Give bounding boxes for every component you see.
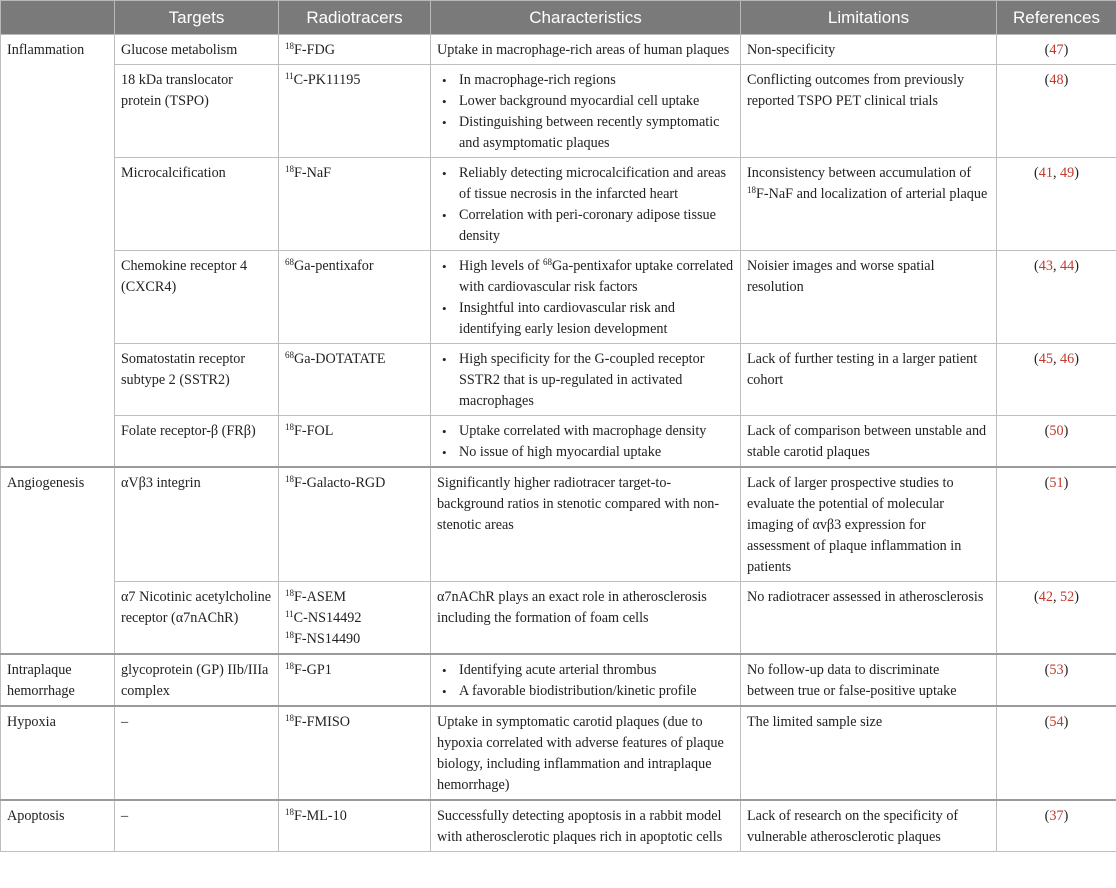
target-label: – bbox=[121, 714, 129, 730]
target-label: Somatostatin receptor subtype 2 (SSTR2) bbox=[121, 351, 246, 388]
radiotracer-name: F-NS14490 bbox=[294, 631, 361, 647]
characteristics-cell bbox=[431, 706, 741, 800]
characteristic-item: • Correlation with peri-coronary adipose tissue density bbox=[437, 205, 734, 247]
radiotracer-name: F-ML-10 bbox=[294, 808, 347, 824]
table-row bbox=[1, 65, 1116, 158]
radiotracer-cell bbox=[279, 467, 431, 582]
characteristic-text: Uptake in macrophage-rich areas of human plaques bbox=[437, 42, 730, 58]
radiotracer-entry bbox=[285, 629, 424, 650]
limitation-text: Noisier images and worse spatial resolution bbox=[747, 258, 935, 295]
radiotracer-name: F-NaF bbox=[294, 165, 332, 181]
radiotracer-entry bbox=[285, 806, 424, 827]
isotope-mass: 18 bbox=[285, 422, 294, 432]
characteristics-cell bbox=[431, 582, 741, 655]
limitations-cell bbox=[741, 344, 997, 416]
target-label: 18 kDa translocator protein (TSPO) bbox=[121, 72, 233, 109]
table-row bbox=[1, 35, 1116, 65]
category-label: Intraplaque hemorrhage bbox=[7, 662, 75, 699]
radiotracer-name: C-PK11195 bbox=[293, 72, 361, 88]
radiotracer-name: F-FMISO bbox=[294, 714, 350, 730]
characteristics-list bbox=[437, 256, 734, 340]
category-cell bbox=[1, 706, 115, 800]
characteristic-item: • A favorable biodistribution/kinetic profile bbox=[437, 681, 734, 702]
characteristics-list bbox=[437, 163, 734, 247]
radiotracer-entry bbox=[285, 421, 424, 442]
reference-link[interactable]: 43 bbox=[1038, 258, 1053, 274]
target-label: Folate receptor-β (FRβ) bbox=[121, 423, 256, 439]
limitations-cell bbox=[741, 251, 997, 344]
target-cell bbox=[115, 65, 279, 158]
limitations-cell bbox=[741, 416, 997, 468]
header-radiotracers: Radiotracers bbox=[279, 1, 431, 35]
characteristic-item: • Identifying acute arterial thrombus bbox=[437, 660, 734, 681]
target-label: glycoprotein (GP) IIb/IIIa complex bbox=[121, 662, 269, 699]
characteristics-cell bbox=[431, 467, 741, 582]
target-cell bbox=[115, 800, 279, 852]
reference-link[interactable]: 44 bbox=[1060, 258, 1075, 274]
radiotracer-name: Ga-DOTATATE bbox=[294, 351, 386, 367]
references-cell: (48) bbox=[997, 65, 1116, 158]
isotope-mass: 18 bbox=[285, 713, 294, 723]
references-cell: (41, 49) bbox=[997, 158, 1116, 251]
isotope-mass: 18 bbox=[285, 164, 294, 174]
radiotracer-cell bbox=[279, 416, 431, 468]
limitation-text: Non-specificity bbox=[747, 42, 836, 58]
radiotracer-cell bbox=[279, 344, 431, 416]
characteristics-list bbox=[437, 349, 734, 412]
target-label: Glucose metabolism bbox=[121, 42, 238, 58]
characteristic-text: Successfully detecting apoptosis in a rabbit model with atherosclerotic plaques rich in apoptotic cells bbox=[437, 808, 723, 845]
target-label: Chemokine receptor 4 (CXCR4) bbox=[121, 258, 248, 295]
header-limitations: Limitations bbox=[741, 1, 997, 35]
characteristic-item: • Insightful into cardiovascular risk and identifying early lesion development bbox=[437, 298, 734, 340]
isotope-mass: 18 bbox=[285, 807, 294, 817]
table-row bbox=[1, 582, 1116, 655]
table-row bbox=[1, 344, 1116, 416]
table-row bbox=[1, 467, 1116, 582]
characteristic-item bbox=[437, 256, 734, 298]
characteristics-cell bbox=[431, 344, 741, 416]
target-cell bbox=[115, 467, 279, 582]
limitations-cell bbox=[741, 706, 997, 800]
radiotracer-name: C-NS14492 bbox=[293, 610, 362, 626]
isotope-mass: 18 bbox=[285, 661, 294, 671]
characteristic-text: Ga-pentixafor uptake correlated with cardiovascular risk factors bbox=[459, 258, 734, 295]
characteristic-item: • No issue of high myocardial uptake bbox=[437, 442, 734, 463]
references-cell: (54) bbox=[997, 706, 1116, 800]
characteristics-cell bbox=[431, 800, 741, 852]
characteristic-item: • Reliably detecting microcalcification and areas of tissue necrosis in the infarcted heart bbox=[437, 163, 734, 205]
radiotracer-entry bbox=[285, 70, 424, 91]
radiotracer-name: F-Galacto-RGD bbox=[294, 475, 386, 491]
category-label: Hypoxia bbox=[7, 714, 56, 730]
radiotracer-entry bbox=[285, 660, 424, 681]
category-cell bbox=[1, 800, 115, 852]
header-targets: Targets bbox=[115, 1, 279, 35]
references-cell: (43, 44) bbox=[997, 251, 1116, 344]
characteristics-list bbox=[437, 660, 734, 702]
target-cell bbox=[115, 582, 279, 655]
isotope-mass: 18 bbox=[747, 185, 756, 195]
isotope-mass: 18 bbox=[285, 588, 294, 598]
target-cell bbox=[115, 158, 279, 251]
references-cell: (50) bbox=[997, 416, 1116, 468]
header-references: References bbox=[997, 1, 1116, 35]
radiotracer-entry bbox=[285, 587, 424, 608]
characteristic-item: • Distinguishing between recently symptomatic and asymptomatic plaques bbox=[437, 112, 734, 154]
radiotracer-name: F-FDG bbox=[294, 42, 335, 58]
table-row bbox=[1, 158, 1116, 251]
isotope-mass: 11 bbox=[285, 71, 294, 81]
characteristic-item: • In macrophage-rich regions bbox=[437, 70, 734, 91]
radiotracer-cell bbox=[279, 158, 431, 251]
limitations-cell bbox=[741, 800, 997, 852]
references-cell: (42, 52) bbox=[997, 582, 1116, 655]
isotope-mass: 18 bbox=[285, 630, 294, 640]
limitation-text: F-NaF and localization of arterial plaque bbox=[756, 186, 988, 202]
characteristic-text: High levels of bbox=[459, 258, 543, 274]
radiotracer-cell bbox=[279, 65, 431, 158]
limitations-cell bbox=[741, 467, 997, 582]
isotope-mass: 11 bbox=[285, 609, 294, 619]
reference-link[interactable]: 37 bbox=[1049, 808, 1064, 824]
target-cell bbox=[115, 35, 279, 65]
characteristic-text: α7nAChR plays an exact role in atherosclerosis including the formation of foam cells bbox=[437, 589, 707, 626]
category-cell bbox=[1, 654, 115, 706]
limitation-text: Lack of further testing in a larger patient cohort bbox=[747, 351, 978, 388]
reference-link[interactable]: 51 bbox=[1049, 475, 1064, 491]
radiotracer-name: F-GP1 bbox=[294, 662, 332, 678]
limitations-cell bbox=[741, 654, 997, 706]
reference-link[interactable]: 54 bbox=[1049, 714, 1064, 730]
reference-link[interactable]: 41 bbox=[1038, 165, 1053, 181]
limitation-text: No radiotracer assessed in atherosclerosis bbox=[747, 589, 984, 605]
header-category bbox=[1, 1, 115, 35]
limitation-text: Lack of larger prospective studies to evaluate the potential of molecular imaging of αvβ3 expression for assessment of plaque inflammation in patients bbox=[747, 475, 962, 575]
radiotracer-cell bbox=[279, 706, 431, 800]
reference-link[interactable]: 47 bbox=[1049, 42, 1064, 58]
category-cell bbox=[1, 35, 115, 468]
reference-link[interactable]: 52 bbox=[1060, 589, 1075, 605]
radiotracer-entry bbox=[285, 712, 424, 733]
limitations-cell bbox=[741, 35, 997, 65]
characteristics-cell bbox=[431, 158, 741, 251]
limitation-text: The limited sample size bbox=[747, 714, 883, 730]
reference-link[interactable]: 49 bbox=[1060, 165, 1075, 181]
target-label: – bbox=[121, 808, 129, 824]
isotope-mass: 68 bbox=[285, 257, 294, 267]
characteristics-list bbox=[437, 421, 734, 463]
table-row bbox=[1, 706, 1116, 800]
radiotracer-name: F-FOL bbox=[294, 423, 334, 439]
category-label: Angiogenesis bbox=[7, 475, 85, 491]
characteristics-list bbox=[437, 70, 734, 154]
target-label: Microcalcification bbox=[121, 165, 226, 181]
reference-link[interactable]: 46 bbox=[1060, 351, 1075, 367]
target-cell bbox=[115, 344, 279, 416]
reference-link[interactable]: 53 bbox=[1049, 662, 1064, 678]
characteristics-cell bbox=[431, 654, 741, 706]
limitations-cell bbox=[741, 582, 997, 655]
characteristics-cell bbox=[431, 35, 741, 65]
radiotracer-entry bbox=[285, 608, 424, 629]
characteristics-cell bbox=[431, 65, 741, 158]
target-cell bbox=[115, 416, 279, 468]
radiotracer-cell bbox=[279, 654, 431, 706]
target-label: α7 Nicotinic acetylcholine receptor (α7nAChR) bbox=[121, 589, 272, 626]
radiotracer-entry bbox=[285, 256, 424, 277]
table-row bbox=[1, 251, 1116, 344]
radiotracer-entry bbox=[285, 163, 424, 184]
characteristic-item: • High specificity for the G-coupled receptor SSTR2 that is up-regulated in activated macrophages bbox=[437, 349, 734, 412]
isotope-mass: 18 bbox=[285, 41, 294, 51]
reference-link[interactable]: 48 bbox=[1049, 72, 1064, 88]
characteristic-item: • Uptake correlated with macrophage density bbox=[437, 421, 734, 442]
category-label: Apoptosis bbox=[7, 808, 65, 824]
category-cell bbox=[1, 467, 115, 654]
target-label: αVβ3 integrin bbox=[121, 475, 201, 491]
references-cell: (37) bbox=[997, 800, 1116, 852]
radiotracer-cell bbox=[279, 800, 431, 852]
category-label: Inflammation bbox=[7, 42, 85, 58]
radiotracer-entry bbox=[285, 349, 424, 370]
header-row bbox=[1, 1, 1116, 35]
radiotracer-entry bbox=[285, 473, 424, 494]
references-cell: (45, 46) bbox=[997, 344, 1116, 416]
references-cell: (51) bbox=[997, 467, 1116, 582]
target-cell bbox=[115, 706, 279, 800]
limitation-text: Lack of comparison between unstable and stable carotid plaques bbox=[747, 423, 987, 460]
radiotracer-entry bbox=[285, 40, 424, 61]
radiotracer-name: Ga-pentixafor bbox=[294, 258, 374, 274]
limitation-text: Lack of research on the specificity of vulnerable atherosclerotic plaques bbox=[747, 808, 959, 845]
isotope-mass: 68 bbox=[542, 257, 552, 267]
table-body bbox=[1, 35, 1116, 852]
radiotracer-cell bbox=[279, 582, 431, 655]
limitation-text: Inconsistency between accumulation of bbox=[747, 165, 972, 181]
isotope-mass: 18 bbox=[285, 474, 294, 484]
radiotracer-cell bbox=[279, 251, 431, 344]
references-cell: (53) bbox=[997, 654, 1116, 706]
characteristic-text: Significantly higher radiotracer target-to-background ratios in stenotic compared with non-stenotic areas bbox=[437, 475, 720, 533]
target-cell bbox=[115, 654, 279, 706]
limitation-text: Conflicting outcomes from previously reported TSPO PET clinical trials bbox=[747, 72, 965, 109]
reference-link[interactable]: 42 bbox=[1038, 589, 1053, 605]
limitations-cell bbox=[741, 158, 997, 251]
radiotracer-name: F-ASEM bbox=[294, 589, 347, 605]
table-row bbox=[1, 800, 1116, 852]
characteristics-cell bbox=[431, 416, 741, 468]
characteristic-item: • Lower background myocardial cell uptake bbox=[437, 91, 734, 112]
limitations-cell bbox=[741, 65, 997, 158]
reference-link[interactable]: 45 bbox=[1038, 351, 1053, 367]
references-cell: (47) bbox=[997, 35, 1116, 65]
table-row bbox=[1, 416, 1116, 468]
radiotracer-cell bbox=[279, 35, 431, 65]
table-row bbox=[1, 654, 1116, 706]
reference-link[interactable]: 50 bbox=[1049, 423, 1064, 439]
target-cell bbox=[115, 251, 279, 344]
characteristic-text: Uptake in symptomatic carotid plaques (due to hypoxia correlated with adverse features of plaque biology, including inflammation and intraplaque hemorrhage) bbox=[437, 714, 724, 793]
limitation-text: No follow-up data to discriminate between true or false-positive uptake bbox=[747, 662, 957, 699]
header-characteristics: Characteristics bbox=[431, 1, 741, 35]
characteristics-cell bbox=[431, 251, 741, 344]
isotope-mass: 68 bbox=[285, 350, 294, 360]
